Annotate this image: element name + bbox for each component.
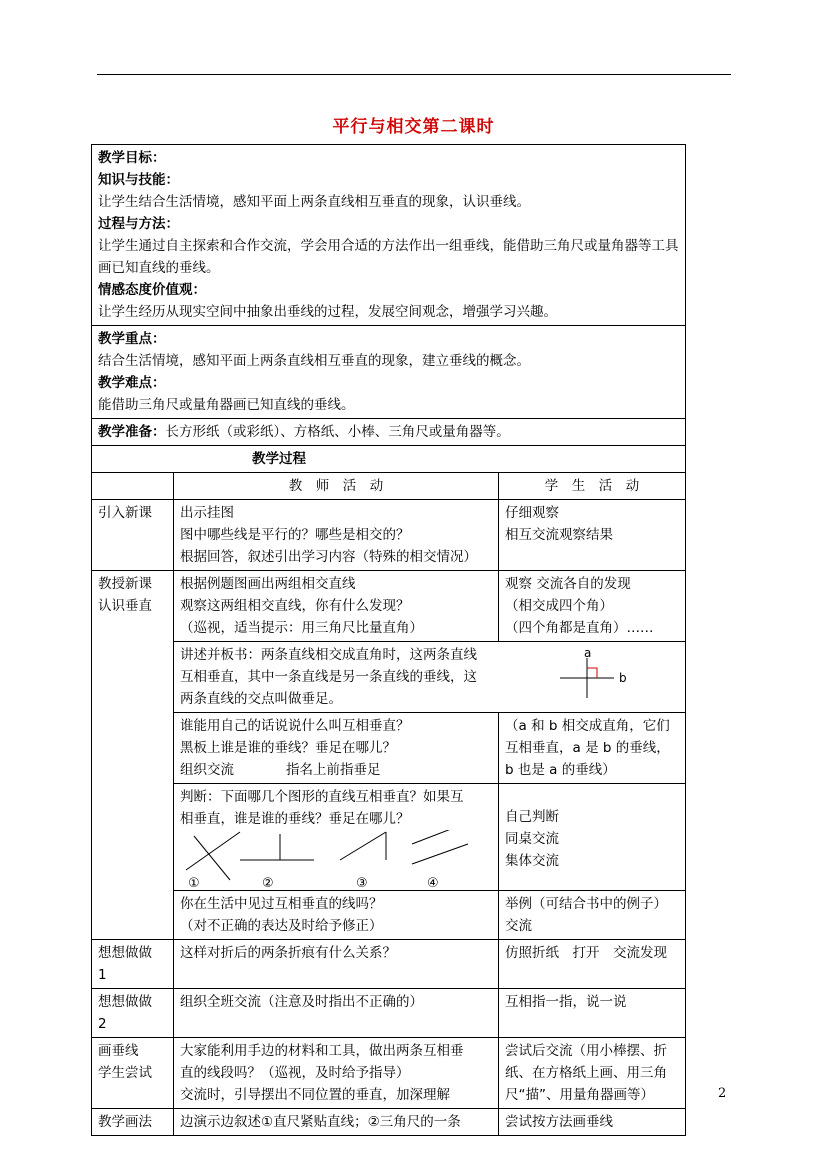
- preparation-row: [92, 419, 686, 446]
- intro-row: [92, 500, 686, 571]
- intro-student-line: 仔细观察: [505, 505, 559, 521]
- point-text: 指名上前指垂足: [286, 762, 381, 778]
- label-a: a: [584, 646, 592, 660]
- lesson-plan-table: [91, 144, 686, 1136]
- intro-teacher-cell: [174, 500, 499, 571]
- fig-label: ④: [427, 876, 439, 891]
- think2-student-text: 互相指一指，说一说: [505, 994, 627, 1010]
- label-b: b: [619, 671, 627, 685]
- fig1-line: [186, 832, 240, 870]
- key-points-text: 结合生活情境，感知平面上两条直线相互垂直的现象，建立垂线的概念。: [98, 353, 530, 369]
- draw-try-student-cell: [499, 1038, 686, 1109]
- say-student-line: 互相垂直，a 是 b 的垂线，: [505, 740, 670, 756]
- page-number: 2: [718, 1086, 727, 1101]
- judge-student-line: 集体交流: [505, 853, 559, 869]
- intro-teacher-line: 出示挂图: [180, 505, 234, 521]
- think1-teacher-text: 这样对折后的两条折痕有什么关系？: [180, 945, 396, 961]
- say-teacher-line: 谁能用自己的话说说什么叫互相垂直？: [180, 718, 410, 734]
- explain-line: 讲述并板书：两条直线相交成直角时，这两条直线: [180, 647, 477, 663]
- explain-row: [92, 642, 686, 713]
- teacher-header-cell: [174, 473, 499, 500]
- objectives-cell: [92, 145, 686, 326]
- think1-stage-line: 想想做做: [98, 945, 152, 961]
- think1-stage-cell: [92, 940, 174, 989]
- think2-teacher-cell: [174, 989, 499, 1038]
- think1-teacher-cell: [174, 940, 499, 989]
- student-column-header: 学 生 活 动: [544, 478, 640, 494]
- think1-row: [92, 940, 686, 989]
- life-student-cell: [499, 891, 686, 940]
- think2-teacher-text: 组织全班交流（注意及时指出不正确的）: [180, 994, 423, 1010]
- explain-cell: [174, 642, 686, 713]
- teach-row: [92, 571, 686, 642]
- intro-teacher-line: 图中哪些线是平行的？哪些是相交的？: [180, 527, 410, 543]
- draw-try-stage-line: 画垂线: [98, 1043, 139, 1059]
- intro-stage-cell: [92, 500, 174, 571]
- method-row: [92, 1109, 686, 1136]
- page-title: 平行与相交第二课时: [332, 117, 495, 137]
- method-student-cell: [499, 1109, 686, 1136]
- objectives-heading: 教学目标：: [98, 150, 166, 166]
- think1-student-cell: [499, 940, 686, 989]
- judge-student-cell: [499, 784, 686, 891]
- draw-try-stage-cell: [92, 1038, 174, 1109]
- process-heading-row: [92, 446, 686, 473]
- say-teacher-cell: [174, 713, 499, 784]
- think2-stage-line: 2: [98, 1016, 107, 1032]
- preparation-heading: 教学准备：: [98, 424, 166, 440]
- intro-teacher-line: 根据回答，叙述引出学习内容（特殊的相交情况）: [180, 549, 477, 565]
- think2-stage-line: 想想做做: [98, 994, 152, 1010]
- fig4-line: [412, 830, 464, 844]
- say-student-line: b 也是 a 的垂线）: [505, 762, 616, 778]
- explain-line: 两条直线的交点叫做垂足。: [180, 691, 342, 707]
- preparation-cell: [92, 419, 686, 446]
- life-teacher-cell: [174, 891, 499, 940]
- method-student-text: 尝试按方法画垂线: [505, 1114, 613, 1130]
- preparation-text: 长方形纸（或彩纸）、方格纸、小棒、三角尺或量角器等。: [165, 424, 510, 440]
- say-student-line: （a 和 b 相交成直角，它们: [505, 718, 670, 734]
- life-student-line: 举例（可结合书中的例子）: [505, 896, 667, 912]
- draw-try-teacher-line: 直的线段吗？（巡视，及时给予指导）: [180, 1065, 410, 1081]
- teach-teacher-line: 根据例题图画出两组相交直线: [180, 576, 356, 592]
- perpendicular-figure: [546, 646, 636, 706]
- think1-student-text: 仿照折纸 打开 交流发现: [505, 945, 667, 961]
- judge-teacher-line: 相垂直，谁是谁的垂线？垂足在哪儿？: [180, 811, 410, 827]
- method-teacher-cell: [174, 1109, 499, 1136]
- knowledge-heading: 知识与技能：: [98, 172, 179, 188]
- right-angle-mark: [587, 668, 597, 678]
- teach-student-cell: [499, 571, 686, 642]
- judge-teacher-cell: [174, 784, 499, 891]
- fig-label: ③: [356, 876, 368, 891]
- teach-stage-cell: [92, 571, 174, 940]
- judge-figures: [174, 830, 499, 891]
- draw-try-student-line: 尝试后交流（用小棒摆、折: [505, 1043, 667, 1059]
- difficulties-text: 能借助三角尺或量角器画已知直线的垂线。: [98, 397, 355, 413]
- process-heading: 过程与方法：: [98, 216, 179, 232]
- process-text: 让学生通过自主探索和合作交流，学会用合适的方法作出一组垂线，能借助三角尺或量角器等工具画已知直线的垂线。: [98, 238, 679, 276]
- stage-header-cell: [92, 473, 174, 500]
- teach-student-line: （相交成四个角）: [505, 598, 613, 614]
- method-teacher-text: 边演示边叙述①直尺紧贴直线；②三角尺的一条: [180, 1114, 461, 1130]
- draw-try-teacher-line: 大家能利用手边的材料和工具，做出两条互相垂: [180, 1043, 464, 1059]
- teach-teacher-cell: [174, 571, 499, 642]
- process-heading-cell: [92, 446, 686, 473]
- teach-teacher-line: 观察这两组相交直线，你有什么发现？: [180, 598, 410, 614]
- teach-stage-line: 认识垂直: [98, 598, 152, 614]
- key-points-heading: 教学重点：: [98, 331, 166, 347]
- intro-student-cell: [499, 500, 686, 571]
- key-points-cell: [92, 326, 686, 419]
- explain-line: 互相垂直，其中一条直线是另一条直线的垂线，这: [180, 669, 477, 685]
- attitude-heading: 情感态度价值观：: [98, 282, 206, 298]
- think2-student-cell: [499, 989, 686, 1038]
- draw-try-teacher-cell: [174, 1038, 499, 1109]
- fig3-line: [340, 832, 386, 860]
- process-heading-label: 教学过程: [252, 451, 306, 467]
- draw-try-row: [92, 1038, 686, 1109]
- teach-stage-line: 教授新课: [98, 576, 152, 592]
- judge-teacher-line: 判断：下面哪几个图形的直线互相垂直？如果互: [180, 789, 464, 805]
- draw-try-stage-line: 学生尝试: [98, 1065, 152, 1081]
- difficulties-heading: 教学难点：: [98, 375, 166, 391]
- life-teacher-line: 你在生活中见过互相垂直的线吗？: [180, 896, 383, 912]
- key-points-row: [92, 326, 686, 419]
- teach-student-line: 观察 交流各自的发现: [505, 576, 631, 592]
- student-header-cell: [499, 473, 686, 500]
- judge-row: [92, 784, 686, 891]
- teacher-column-header: 教 师 活 动: [288, 478, 384, 494]
- knowledge-text: 让学生结合生活情境，感知平面上两条直线相互垂直的现象，认识垂线。: [98, 194, 530, 210]
- organize-text: 组织交流: [180, 762, 234, 778]
- life-row: [92, 891, 686, 940]
- fig-label: ②: [262, 876, 274, 891]
- teach-teacher-line: （巡视，适当提示：用三角尺比量直角）: [180, 620, 423, 636]
- judge-student-line: 自己判断: [505, 809, 559, 825]
- column-header-row: [92, 473, 686, 500]
- say-teacher-line: 黑板上谁是谁的垂线？垂足在哪儿？: [180, 740, 396, 756]
- draw-try-student-line: 纸、在方格纸上画、用三角: [505, 1065, 667, 1081]
- life-student-line: 交流: [505, 918, 532, 934]
- say-row: [92, 713, 686, 784]
- fig-label: ①: [188, 876, 200, 891]
- attitude-text: 让学生经历从现实空间中抽象出垂线的过程，发展空间观念，增强学习兴趣。: [98, 304, 557, 320]
- judge-student-line: 同桌交流: [505, 831, 559, 847]
- fig4-line: [412, 844, 468, 864]
- think2-stage-cell: [92, 989, 174, 1038]
- draw-try-teacher-line: 交流时，引导摆出不同位置的垂直，加深理解: [180, 1087, 450, 1103]
- method-stage-cell: [92, 1109, 174, 1136]
- draw-try-student-line: 尺“描”、用量角器画等）: [505, 1087, 654, 1103]
- intro-stage: 引入新课: [98, 505, 152, 521]
- think1-stage-line: 1: [98, 967, 107, 983]
- method-stage: 教学画法: [98, 1114, 152, 1130]
- intro-student-line: 相互交流观察结果: [505, 527, 613, 543]
- teach-student-line: （四个角都是直角）……: [505, 620, 654, 636]
- header-rule: [97, 74, 731, 75]
- life-teacher-line: （对不正确的表达及时给予修正）: [180, 918, 383, 934]
- think2-row: [92, 989, 686, 1038]
- say-student-cell: [499, 713, 686, 784]
- objectives-row: [92, 145, 686, 326]
